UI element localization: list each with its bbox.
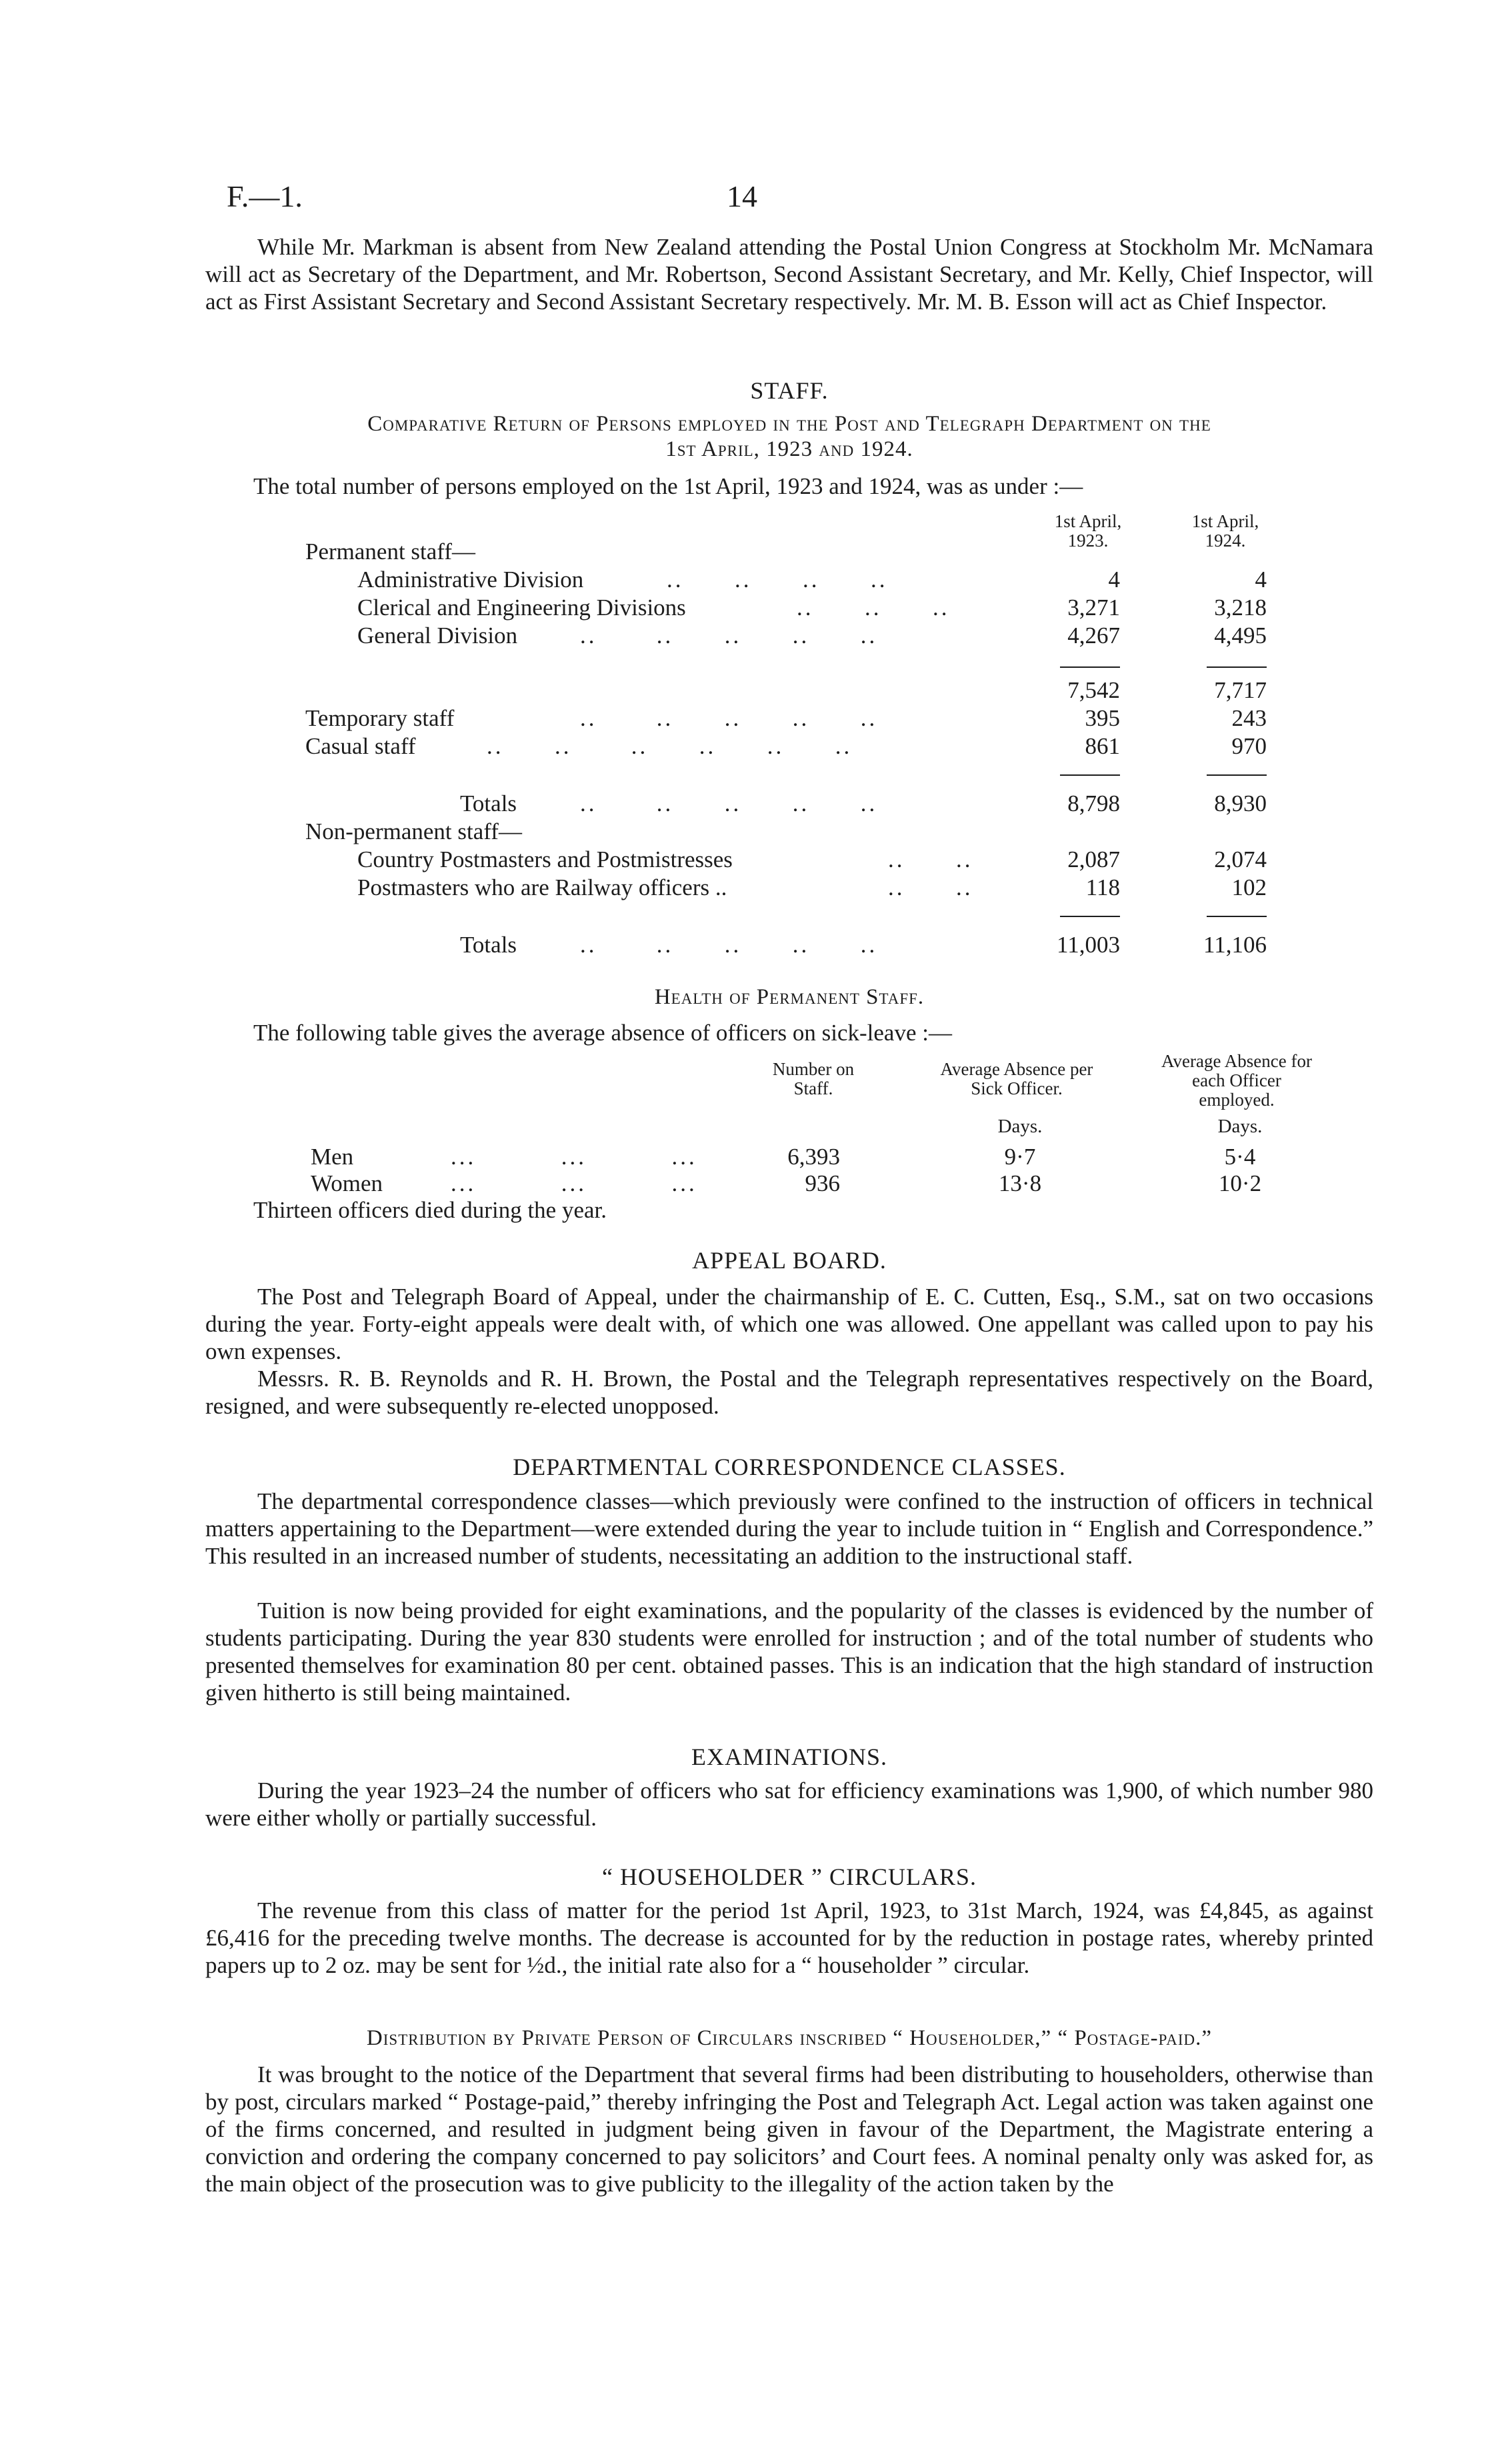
leader-dots: ... ... ... — [451, 1144, 697, 1170]
rule — [1060, 916, 1120, 917]
leader-dots: .. .. .. .. .. — [580, 790, 878, 816]
page-number: 14 — [727, 179, 757, 213]
value-1924: 243 — [1231, 705, 1267, 731]
men-per-sick: 9·7 — [1004, 1144, 1036, 1170]
distribution-heading: Distribution by Private Person of Circulars inscribed “ Householder,” “ Postage-paid.” — [366, 2026, 1213, 2050]
row-label: Clerical and Engineering Divisions — [357, 595, 686, 620]
days-label: Days. — [997, 1116, 1043, 1137]
page-id: F.—1. — [227, 179, 303, 213]
totals-1924: 8,930 — [1214, 790, 1267, 816]
value-1924: 102 — [1231, 874, 1267, 900]
leader-dots: .. .. .. .. .. .. — [487, 733, 853, 759]
casual-label: Casual staff — [305, 733, 416, 759]
women-per-officer: 10·2 — [1218, 1170, 1262, 1196]
women-per-sick: 13·8 — [998, 1170, 1042, 1196]
country-label: Country Postmasters and Postmistresses — [357, 846, 733, 872]
railway-label: Postmasters who are Railway officers .. — [357, 874, 727, 900]
women-number: 936 — [805, 1170, 840, 1196]
row-label: Administrative Division — [357, 567, 584, 593]
rule — [1207, 916, 1267, 917]
leader-dots: .. .. — [888, 874, 973, 900]
totals-label: Totals — [460, 790, 517, 816]
value-1923: 4 — [1108, 567, 1120, 593]
rule — [1060, 774, 1120, 776]
value-1924: 4,495 — [1214, 622, 1267, 648]
classes-paragraph-2: Tuition is now being provided for eight examinations, and the popularity of the classes is evidenced by the number of students participating. During the year 830 students were enrolled for instruction ; and of the total number of students who presented themselves for examination 80 per cent. obtained passes. This is an indication that the high standard of instruction given hitherto is still being maintained. — [205, 1598, 1373, 1706]
leader-dots: .. .. .. .. .. — [580, 705, 878, 731]
householder-heading: “ HOUSEHOLDER ” CIRCULARS. — [602, 1863, 977, 1890]
staff-subheading-line2: 1st April, 1923 and 1924. — [665, 437, 913, 461]
permanent-label: Permanent staff— — [305, 539, 475, 565]
men-label: Men — [311, 1144, 354, 1170]
leader-dots: .. .. .. — [797, 595, 950, 620]
value-1923: 2,087 — [1067, 846, 1120, 872]
leader-dots: .. .. .. .. .. — [580, 932, 878, 958]
health-col-number: Number on Staff. — [772, 1059, 855, 1098]
householder-paragraph-1: The revenue from this class of matter for the period 1st April, 1923, to 31st March, 1924, was £4,845, as against £6,416 for the preceding twelve months. The decrease is accounted for by the reduction in postage rates, whereby printed papers up to 2 oz. may be sent for ½d., the initial rate also for a “ householder ” circular. — [205, 1897, 1373, 1978]
staff-subheading-line1: Comparative Return of Persons employed in the Post and Telegraph Department on the — [367, 412, 1211, 436]
row-label: General Division — [357, 622, 518, 648]
leader-dots: ... ... ... — [451, 1170, 697, 1196]
intro-paragraph: While Mr. Markman is absent from New Zealand attending the Postal Union Congress at Stockholm Mr. McNamara will act as Secretary of the Department, and Mr. Robertson, Second Assistant Secretary, and Mr. Kelly, Chief Inspector, will act as First Assistant Secretary and Second Assistant Secretary respectively. Mr. M. B. Esson will act as Chief Inspector. — [205, 234, 1373, 315]
col-1923-head: 1st April, 1923. — [1054, 511, 1122, 551]
value-1923: 3,271 — [1067, 595, 1120, 620]
health-footer: Thirteen officers died during the year. — [253, 1197, 607, 1223]
exams-paragraph-1: During the year 1923–24 the number of officers who sat for efficiency examinations was 1,900, of which number 980 were either wholly or partially successful. — [205, 1778, 1373, 1831]
health-intro: The following table gives the average absence of officers on sick-leave :— — [253, 1020, 952, 1046]
health-col-per-officer: Average Absence for each Officer employed. — [1161, 1051, 1312, 1110]
leader-dots: .. .. — [888, 846, 973, 872]
subtotal-1923: 7,542 — [1067, 677, 1120, 703]
value-1924: 3,218 — [1214, 595, 1267, 620]
value-1923: 395 — [1085, 705, 1120, 731]
totals-1923: 8,798 — [1067, 790, 1120, 816]
totals-1923: 11,003 — [1057, 932, 1120, 958]
rule — [1207, 774, 1267, 776]
exams-heading: EXAMINATIONS. — [691, 1744, 887, 1770]
staff-intro: The total number of persons employed on the 1st April, 1923 and 1924, was as under :— — [253, 473, 1083, 499]
totals-1924: 11,106 — [1203, 932, 1267, 958]
leader-dots: .. .. .. .. — [667, 567, 888, 593]
subtotal-1924: 7,717 — [1214, 677, 1267, 703]
value-1924: 2,074 — [1214, 846, 1267, 872]
value-1924: 970 — [1231, 733, 1267, 759]
totals-label: Totals — [460, 932, 517, 958]
rule — [1207, 666, 1267, 668]
value-1923: 861 — [1085, 733, 1120, 759]
value-1923: 4,267 — [1067, 622, 1120, 648]
health-col-per-sick: Average Absence per Sick Officer. — [940, 1059, 1093, 1098]
men-number: 6,393 — [787, 1144, 840, 1170]
distribution-paragraph-1: It was brought to the notice of the Department that several firms had been distributing to householders, otherwise than by post, circulars marked “ Postage-paid,” thereby infringing the Post and Telegraph Act. Legal action was taken against one of the firms concerned, and resulted in judgment being given in favour of the Department, the Magistrate entering a conviction and ordering the company concerned to pay solicitors’ and Court fees. A nominal penalty only was asked for, as the main object of the prosecution was to give publicity to the illegality of the action taken by the — [205, 2061, 1373, 2197]
appeal-paragraph-2: Messrs. R. B. Reynolds and R. H. Brown, the Postal and the Telegraph representatives respectively on the Board, resigned, and were subsequently re-elected unopposed. — [205, 1366, 1373, 1419]
leader-dots: .. .. .. .. .. — [580, 622, 878, 648]
appeal-heading: APPEAL BOARD. — [692, 1247, 887, 1274]
days-label: Days. — [1217, 1116, 1263, 1137]
women-label: Women — [311, 1170, 383, 1196]
classes-heading: DEPARTMENTAL CORRESPONDENCE CLASSES. — [513, 1454, 1066, 1480]
health-heading: Health of Permanent Staff. — [654, 985, 925, 1009]
classes-paragraph-1: The departmental correspondence classes—which previously were confined to the instruction of officers in technical matters appertaining to the Department—were extended during the year to include tuition in “ English and Correspondence.” This resulted in an increased number of students, necessitating an addition to the instructional staff. — [205, 1488, 1373, 1569]
value-1923: 118 — [1085, 874, 1120, 900]
rule — [1060, 666, 1120, 668]
col-1924-head: 1st April, 1924. — [1191, 511, 1259, 551]
appeal-paragraph-1: The Post and Telegraph Board of Appeal, under the chairmanship of E. C. Cutten, Esq., S.M., sat on two occasions during the year. Forty-eight appeals were dealt with, of which one was allowed. One appellant was called upon to pay his own expenses. — [205, 1284, 1373, 1364]
staff-heading: STAFF. — [750, 377, 829, 404]
nonpermanent-label: Non-permanent staff— — [305, 818, 522, 844]
men-per-officer: 5·4 — [1224, 1144, 1256, 1170]
temporary-label: Temporary staff — [305, 705, 455, 731]
value-1924: 4 — [1255, 567, 1267, 593]
